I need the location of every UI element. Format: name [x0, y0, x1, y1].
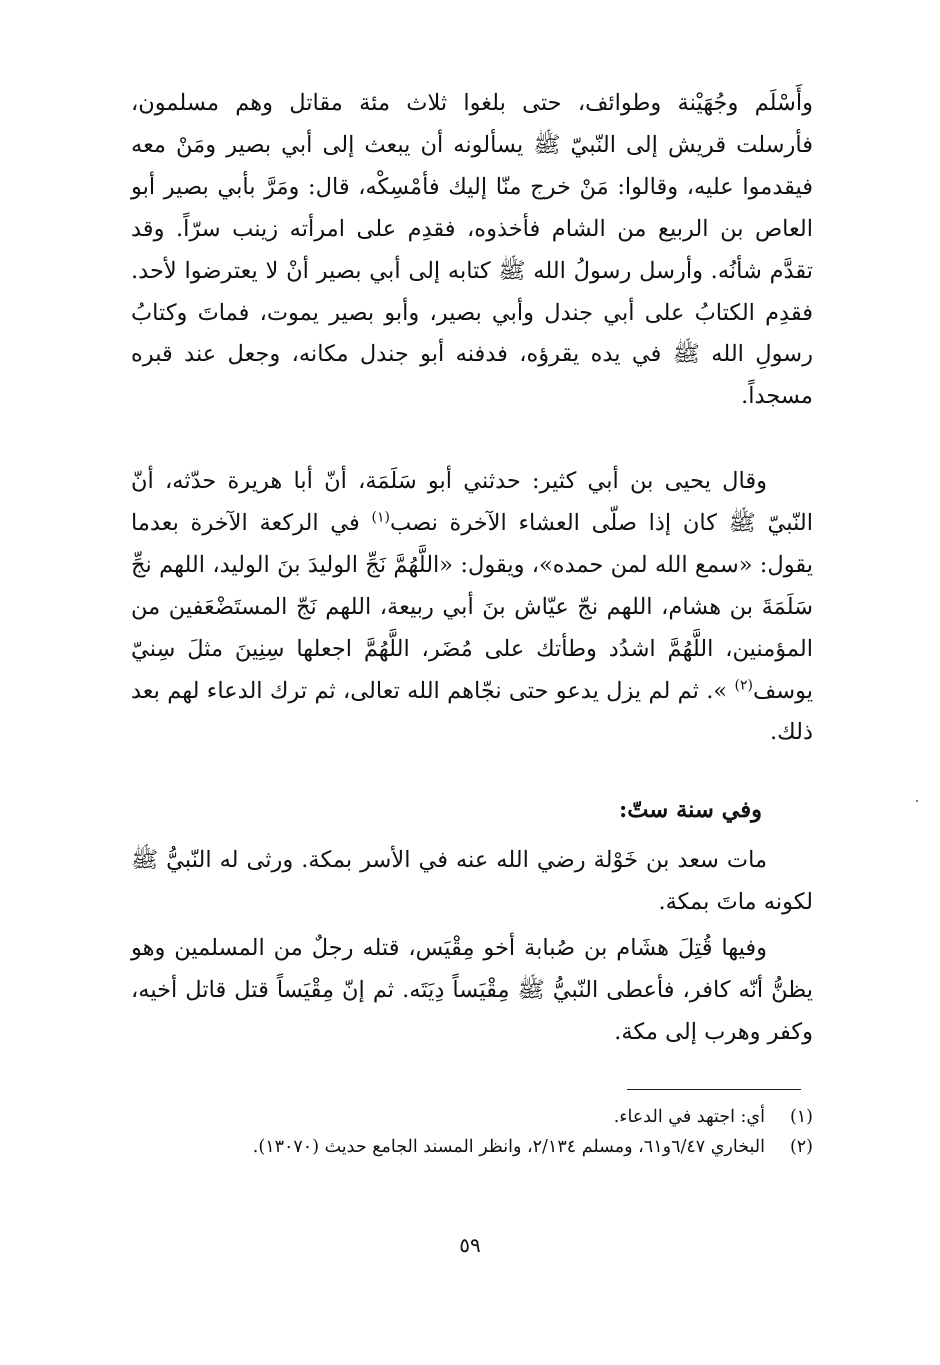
paragraph-hisham-killing	[131, 928, 813, 1054]
page-number: ٥٩	[459, 1233, 481, 1257]
paragraph-text-part: في الركعة الآخرة بعدما يقول: «سمع الله لمن حمده»، ويقول: «اللَّهُمَّ نَجِّ الوليدَ بنَ الوليد، اللهم نجِّ سَلَمَةَ بن هشام، اللهم نجّ عيّاش بنَ أبي ربيعة، اللهم نَجّ المستَضْعَفين من المؤمنين، اللَّهُمَّ اشدُد وطأتك على مُضَر، اللَّهُمَّ اجعلها سِنِينَ مثلَ سِنيّ يوسف	[131, 509, 813, 704]
paragraph-text-part: ». ثم لم يزل يدعو حتى نجّاهم الله تعالى، ثم ترك الدعاء لهم بعد ذلك.	[131, 677, 813, 746]
footnote-text: البخاري ٦/٤٧و٦١، ومسلم ٢/١٣٤، وانظر المسند الجامع حديث (١٣٠٧٠).	[252, 1137, 765, 1157]
footnote-1	[153, 1102, 813, 1132]
footnotes	[153, 1102, 813, 1162]
paragraph-text: وفيها قُتِلَ هشَام بن صُبابة أخو مِقْيَس، قتله رجلٌ من المسلمين وهو يظنُّ أنّه كافر، فأعطى النّبيُّ ﷺ مِقْيَساً دِيَتَه. ثم إنّ مِقْيَساً قتل قاتل أخيه، وكفر وهرب إلى مكة.	[131, 935, 813, 1045]
scan-speck	[916, 800, 918, 802]
paragraph-qunut-prayer	[131, 461, 813, 754]
footnote-number: (٢)	[789, 1137, 813, 1157]
paragraph-text-part: وقال يحيى بن أبي كثير: حدثني أبو سَلَمَة، أنّ أبا هريرة حدّثه، أنّ النّبيّ ﷺ كان إذا صلّى العشاء الآخرة نصب	[131, 468, 813, 536]
paragraph-abu-basir	[131, 83, 813, 418]
section-heading: وفي سنة ستّ:	[619, 797, 762, 823]
paragraph-text: وأَسْلَم وجُهَيْنة وطوائف، حتى بلغوا ثلاث مئة مقاتل وهم مسلمون، فأرسلت قريش إلى النّبيّ ﷺ يسألونه أن يبعث إلى أبي بصير ومَنْ معه فيقدموا عليه، وقالوا: مَنْ خرج منّا إليك فأمْسِكْه، قال: ومَرَّ بأبي بصير أبو العاص بن الربيع من الشام فأخذوه، فقدِم على امرأته زينب سرّاً. وقد تقدَّم شأنُه. وأرسل رسولُ الله ﷺ كتابه إلى أبي بصير أنْ لا يعترضوا لأحد. فقدِم الكتابُ على أبي جندل وأبي بصير، وأبو بصير يموت، فماتَ وكتابُ رسولِ الله ﷺ في يده يقرؤه، فدفنه أبو جندل مكانه، وجعل عند قبره مسجداً.	[131, 90, 813, 410]
footnote-number: (١)	[789, 1107, 813, 1127]
footnote-2	[153, 1132, 813, 1162]
paragraph-saad-death	[131, 840, 813, 924]
paragraph-text: مات سعد بن خَوْلة رضي الله عنه في الأسر بمكة. ورثى له النّبيُّ ﷺ لكونه ماتَ بمكة.	[131, 847, 813, 915]
footnote-reference-1: (١)	[371, 509, 390, 526]
footnote-reference-2: (٢)	[734, 677, 753, 694]
footnote-divider	[627, 1089, 801, 1090]
footnote-text: أي: اجتهد في الدعاء.	[613, 1107, 765, 1127]
